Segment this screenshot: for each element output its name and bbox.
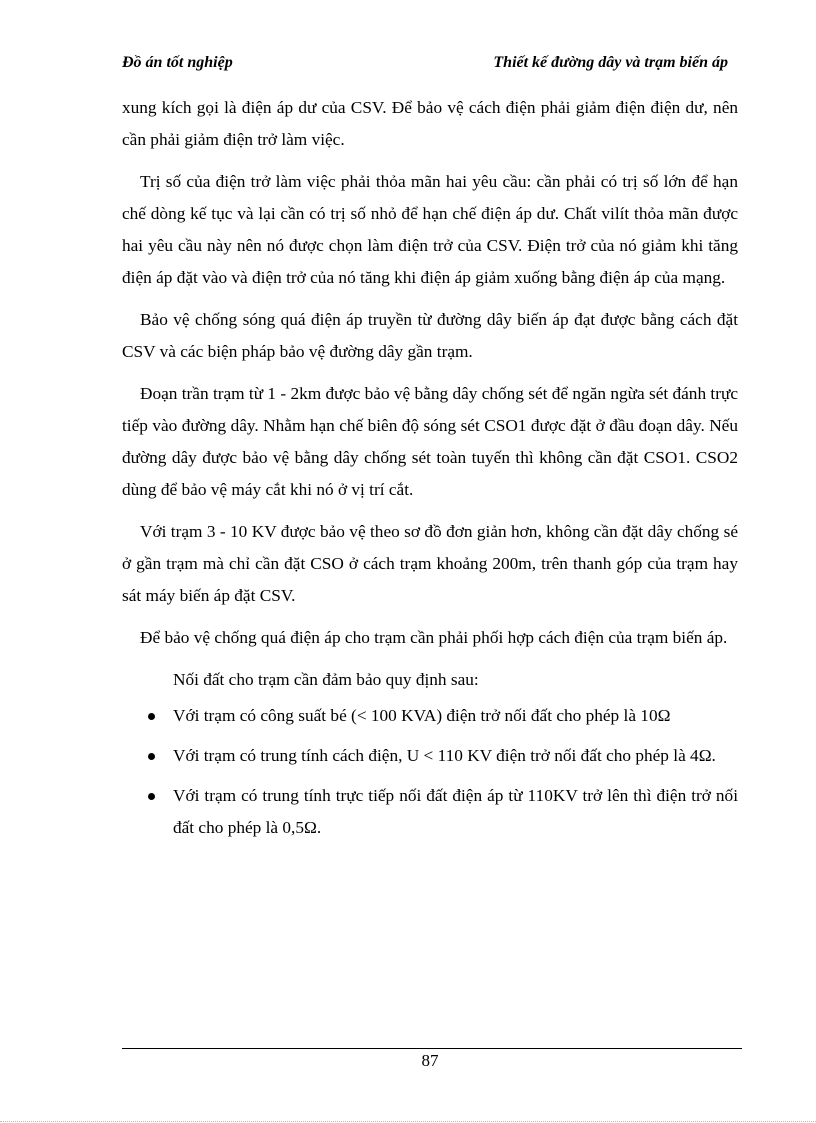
header-right: Thiết kế đường dây và trạm biến áp — [493, 54, 728, 71]
bullet-icon — [148, 753, 155, 760]
header-left: Đồ án tốt nghiệp — [122, 54, 233, 71]
document-body — [122, 92, 738, 852]
paragraph: Với trạm 3 - 10 KV được bảo vệ theo sơ đồ đơn giản hơn, không cần đặt dây chống sé ở gần trạm mà chỉ cần đặt CSO ở cách trạm khoảng 200m, trên thanh góp của trạm hay sát máy biến áp đặt CSV. — [122, 522, 738, 605]
page-number: 87 — [421, 1051, 439, 1070]
paragraph: Trị số của điện trở làm việc phải thỏa mãn hai yêu cầu: cần phải có trị số lớn để hạn chế dòng kế tục và lại cần có trị số nhỏ để hạn chế điện áp dư. Chất vilít thỏa mãn được hai yêu cầu này nên nó được chọn làm điện trở của CSV. Điện trở của nó giảm khi tăng điện áp đặt vào và điện trở của nó tăng khi điện áp giảm xuống bằng điện áp của mạng. — [122, 172, 738, 287]
bullet-icon — [148, 713, 155, 720]
page-header — [122, 54, 728, 72]
footer-divider — [122, 1048, 742, 1049]
paragraph: Để bảo vệ chống quá điện áp cho trạm cần phải phối hợp cách điện của trạm biến áp. — [140, 628, 728, 647]
list-item-text: Với trạm có công suất bé (< 100 KVA) điện trở nối đất cho phép là 10Ω — [173, 706, 671, 725]
list-item — [122, 740, 738, 772]
bullet-icon — [148, 793, 155, 800]
bullet-list — [122, 700, 738, 844]
page-bottom-divider — [0, 1121, 816, 1122]
list-intro: Nối đất cho trạm cần đảm bảo quy định sau: — [173, 670, 479, 689]
paragraph: Bảo vệ chống sóng quá điện áp truyền từ đường dây biến áp đạt được bằng cách đặt CSV và các biện pháp bảo vệ đường dây gần trạm. — [122, 310, 738, 361]
list-item — [122, 780, 738, 844]
paragraph: xung kích gọi là điện áp dư của CSV. Để bảo vệ cách điện phải giảm điện điện dư, nên cần phải giảm điện trở làm việc. — [122, 98, 738, 149]
list-item-text: Với trạm có trung tính trực tiếp nối đất điện áp từ 110KV trở lên thì điện trở nối đất cho phép là 0,5Ω. — [173, 786, 738, 837]
list-item-text: Với trạm có trung tính cách điện, U < 110 KV điện trở nối đất cho phép là 4Ω. — [173, 746, 716, 765]
list-item — [122, 700, 738, 732]
paragraph: Đoạn trần trạm từ 1 - 2km được bảo vệ bằng dây chống sét để ngăn ngừa sét đánh trực tiếp vào đường dây. Nhằm hạn chế biên độ sóng sét CSO1 được đặt ở đầu đoạn dây. Nếu đường dây được bảo vệ bằng dây chống sét toàn tuyến thì không cần đặt CSO1. CSO2 dùng để bảo vệ máy cắt khi nó ở vị trí cắt. — [122, 384, 738, 499]
